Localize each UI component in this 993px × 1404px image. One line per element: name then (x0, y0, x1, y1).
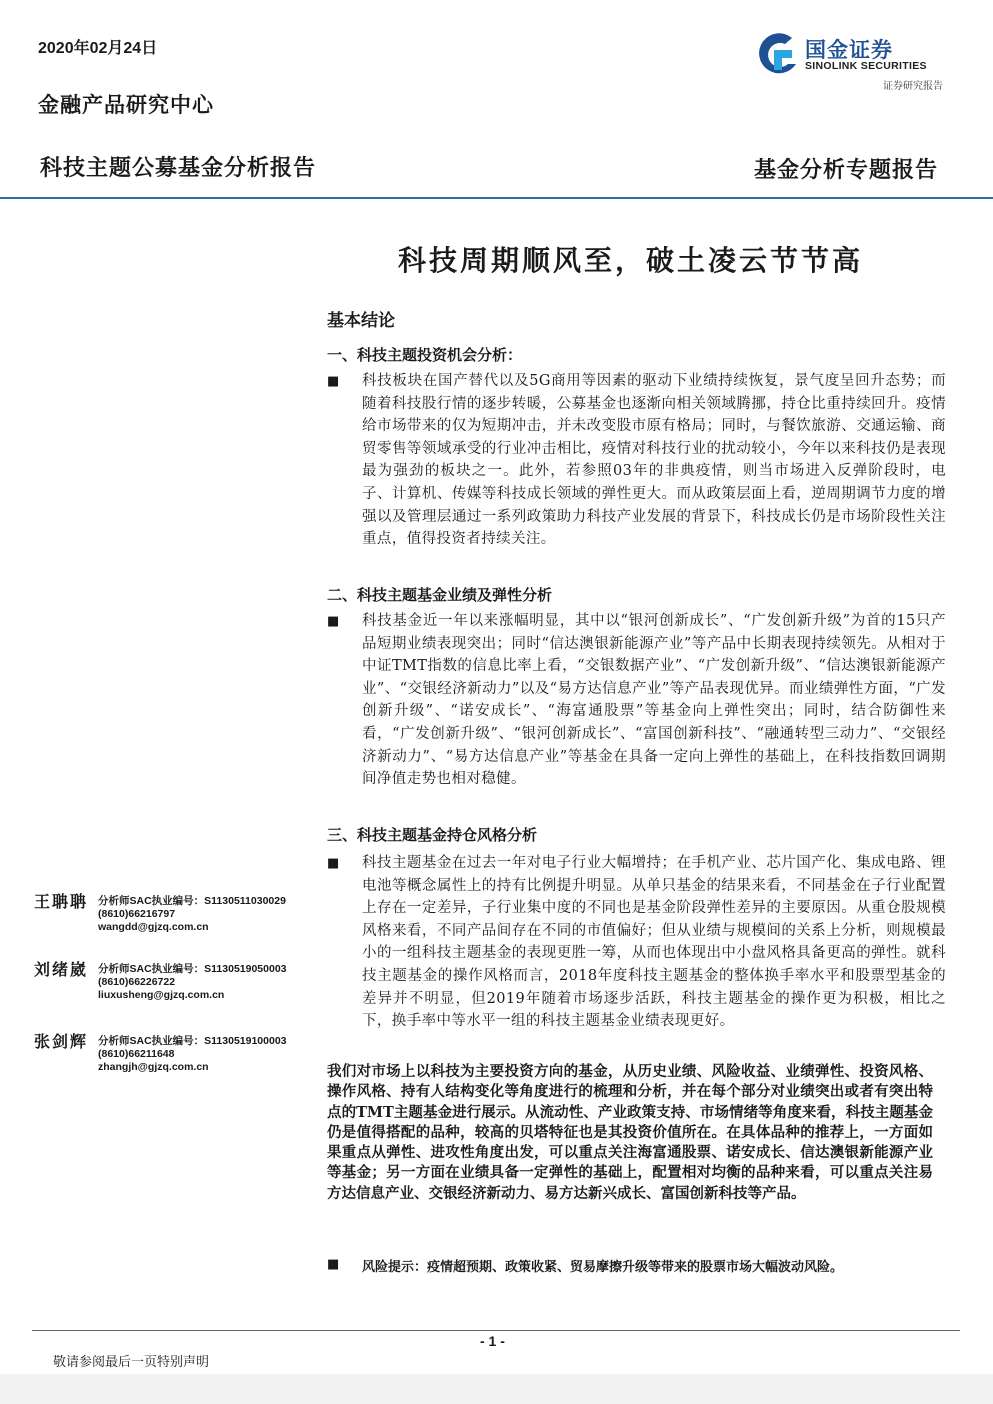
report-date: 2020年02月24日 (38, 40, 158, 57)
analyst-phone: (8610)66226722 (98, 976, 176, 988)
section-title-2: 二、科技主题基金业绩及弹性分析 (327, 586, 553, 604)
page-bottom-band (0, 1374, 993, 1404)
report-type: 基金分析专题报告 (753, 157, 938, 183)
conclusion-heading: 基本结论 (327, 311, 395, 331)
bullet-icon: ■ (327, 856, 340, 871)
analyst-sac-id: 分析师SAC执业编号：S1130519100003 (98, 1035, 287, 1047)
section-text-1: 科技板块在国产替代以及5G商用等因素的驱动下业绩持续恢复，景气度呈回升态势；而随着科技股行情的逐步转暖，公募基金也逐渐向相关领域腾挪，持仓比重持续回升。疫情给市场带来的仅为短期冲击，并未改变股市原有格局；同时，与餐饮旅游、交通运输、商贸零售等领域承受的行业冲击相比，疫情对科技行业的扰动较小，今年以来科技仍是表现最为强劲的板块之一。此外，若参照03年的非典疫情，则当市场进入反弹阶段时，电子、计算机、传媒等科技成长领域的弹性更大。而从政策层面上看，逆周期调节力度的增强以及管理层通过一系列政策助力科技产业发展的背景下，科技成长仍是市场阶段性关注重点，值得投资者持续关注。 (362, 373, 946, 548)
analyst-card (34, 957, 324, 1007)
analyst-sac-id: 分析师SAC执业编号：S1130511030029 (98, 895, 286, 907)
risk-text: 疫情超预期、政策收紧、贸易摩擦升级等带来的股票市场大幅波动风险。 (427, 1260, 844, 1275)
risk-label: 风险提示： (362, 1260, 428, 1275)
analyst-card (34, 889, 324, 939)
analyst-name: 刘绪崴 (34, 960, 89, 979)
analyst-phone: (8610)66216797 (98, 908, 176, 920)
analyst-email: liuxusheng@gjzq.com.cn (98, 989, 225, 1001)
page-number: - 1 - (480, 1333, 505, 1349)
section-text-2: 科技基金近一年以来涨幅明显，其中以“银河创新成长”、“广发创新升级”为首的15只产品短期业绩表现突出；同时“信达澳银新能源产业”等产品中长期表现持续领先。从相对于中证TMT指数的信息比率上看，“交银数据产业”、“广发创新升级”、“信达澳银新能源产业”、“交银经济新动力”以及“易方达信息产业”等产品表现优异。而业绩弹性方面，“广发创新升级”、“诺安成长”、“海富通股票”等基金向上弹性突出；同时，结合防御性来看，“广发创新升级”、“银河创新成长”、“富国创新科技”、“融通转型三动力”、“交银经济新动力”、“易方达信息产业”等基金在具备一定向上弹性的基础上，在科技指数回调期间净值走势也相对稳健。 (362, 613, 946, 788)
section-title-3: 三、科技主题基金持仓风格分析 (327, 826, 538, 844)
bullet-icon: ■ (327, 374, 340, 389)
analyst-sac-id: 分析师SAC执业编号：S1130519050003 (98, 963, 287, 975)
bullet-icon: ■ (327, 1257, 340, 1272)
headline: 科技周期顺风至，破土凌云节节高 (398, 244, 864, 277)
logo-en-text: SINOLINK SECURITIES (805, 60, 927, 72)
analyst-phone: (8610)66211648 (98, 1048, 175, 1060)
sinolink-logo (752, 30, 947, 96)
bullet-icon: ■ (327, 614, 340, 629)
summary-paragraph: 我们对市场上以科技为主要投资方向的基金，从历史业绩、风险收益、业绩弹性、投资风格、操作风格、持有人结构变化等角度进行的梳理和分析，并在每个部分对业绩突出或者有突出特点的TMT主题基金进行展示。从流动性、产业政策支持、市场情绪等角度来看，科技主题基金仍是值得搭配的品种，较高的贝塔特征也是其投资价值所在。在具体品种的推荐上，一方面如果重点从弹性、进攻性角度出发，可以重点关注海富通股票、诺安成长、信达澳银新能源产业等基金；另一方面在业绩具备一定弹性的基础上，配置相对均衡的品种来看，可以重点关注易方达信息产业、交银经济新动力、易方达新兴成长、富国创新科技等产品。 (327, 1063, 933, 1202)
research-center: 金融产品研究中心 (38, 92, 214, 117)
analyst-email: zhangjh@gjzq.com.cn (98, 1061, 209, 1073)
disclaimer-note: 敬请参阅最后一页特别声明 (53, 1355, 210, 1370)
header-divider (0, 197, 993, 199)
logo-subtitle: 证券研究报告 (883, 81, 943, 92)
analyst-card (34, 1029, 324, 1079)
section-text-3: 科技主题基金在过去一年对电子行业大幅增持；在手机产业、芯片国产化、集成电路、锂电池等概念属性上的持有比例提升明显。从单只基金的结果来看，不同基金在子行业配置上存在一定差异，子行业集中度的不同也是基金阶段弹性差异的主要原因。从重仓股规模风格来看，不同产品间存在不同的市值偏好；但从业绩与规模间的关系上分析，则规模最小的一组科技主题基金的表现更胜一筹，从而也体现出中小盘风格具备更高的弹性。就科技主题基金的操作风格而言，2018年度科技主题基金的整体换手率水平和股票型基金的差异并不明显，但2019年随着市场逐步活跃，科技主题基金的操作更为积极，相比之下，换手率中等水平一组的科技主题基金业绩表现更好。 (362, 855, 946, 1030)
section-title-1: 一、科技主题投资机会分析： (327, 346, 523, 364)
footer-divider (32, 1330, 960, 1331)
risk-warning (362, 1256, 843, 1275)
analyst-email: wangdd@gjzq.com.cn (98, 921, 209, 933)
logo-mark-icon (752, 30, 804, 78)
analyst-name: 张剑辉 (34, 1032, 89, 1051)
analyst-name: 王聃聃 (34, 892, 89, 911)
report-title: 科技主题公募基金分析报告 (40, 155, 317, 181)
logo-cn-text: 国金证券 (805, 38, 893, 62)
